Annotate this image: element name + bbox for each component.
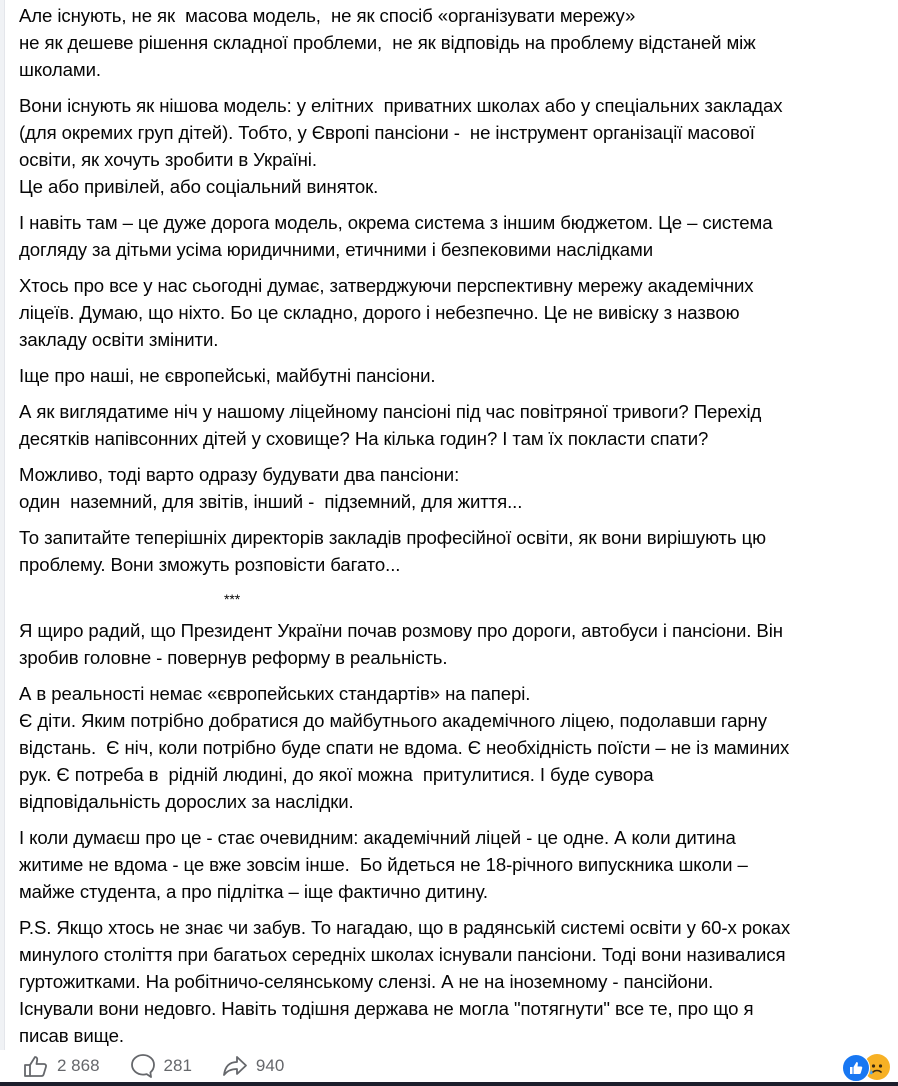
text-line: Існували вони недовго. Навіть тодішня держава не могла "потягнути" все те, про що я [19, 998, 754, 1019]
paragraph [19, 209, 889, 263]
text-line: А як виглядатиме ніч у нашому ліцейному пансіоні під час повітряної тривоги? Перехід [19, 401, 762, 422]
comment-bubble-icon [130, 1053, 156, 1079]
text-line: І коли думаєш про це - стає очевидним: академічний ліцей - це одне. А коли дитина [19, 827, 736, 848]
comment-button[interactable] [130, 1053, 192, 1079]
text-line: десятків напівсонних дітей у сховище? На кілька годин? І там їх покласти спати? [19, 428, 709, 449]
post-actions-bar [0, 1050, 898, 1082]
text-line: І навіть там – це дуже дорога модель, окрема система з іншим бюджетом. Це – система [19, 212, 773, 233]
text-line: зробив головне - повернув реформу в реальність. [19, 647, 448, 668]
text-line: Я щиро радий, що Президент України почав розмову про дороги, автобуси і пансіони. Він [19, 620, 783, 641]
text-line: майже студента, а про підлітка – іще фактично дитину. [19, 881, 488, 902]
like-count: 2 868 [57, 1056, 100, 1075]
paragraph [19, 617, 889, 671]
like-button[interactable] [23, 1054, 100, 1078]
text-line: Вони існують як нішова модель: у елітних приватних школах або у спеціальних закладах [19, 95, 783, 116]
text-line: минулого століття при багатьох середніх школах існували пансіони. Тоді вони називалися [19, 944, 786, 965]
paragraph [19, 914, 889, 1049]
text-line: Це або привілей, або соціальний виняток. [19, 176, 379, 197]
text-line: відповідальність дорослих за наслідки. [19, 791, 354, 812]
reactions-summary[interactable] [842, 1054, 890, 1082]
share-arrow-icon [222, 1054, 248, 1078]
text-line: рук. Є потреба в рідній людині, до якої можна притулитися. І буде сувора [19, 764, 654, 785]
text-line: (для окремих груп дітей). Тобто, у Європі пансіони - не інструмент організації масової [19, 122, 755, 143]
paragraph [19, 398, 889, 452]
text-line: догляду за дітьми усіма юридичними, етичними і безпековими наслідками [19, 239, 653, 260]
text-line: писав вище. [19, 1025, 124, 1046]
paragraph [19, 272, 889, 353]
text-line: гуртожитками. На робітничо-селянському слензі. А не на іноземному - пансійони. [19, 971, 714, 992]
text-line: відстань. Є ніч, коли потрібно буде спати не вдома. Є необхідність поїсти – не із маминих [19, 737, 790, 758]
text-line: закладу освіти змінити. [19, 329, 219, 350]
text-line: Можливо, тоді варто одразу будувати два пансіони: [19, 464, 460, 485]
paragraph [19, 362, 889, 389]
paragraph [19, 824, 889, 905]
post-body [19, 0, 889, 1058]
text-line: То запитайте теперішніх директорів закладів професійної освіти, як вони вирішують цю [19, 527, 767, 548]
paragraph [19, 2, 889, 83]
paragraph [19, 92, 889, 200]
text-line: Але існують, не як масова модель, не як спосіб «організувати мережу» [19, 5, 636, 26]
text-line: Є діти. Яким потрібно добратися до майбутнього академічного ліцею, подолавши гарну [19, 710, 767, 731]
left-border [0, 0, 5, 1086]
share-count: 940 [255, 1056, 285, 1075]
text-line: P.S. Якщо хтось не знає чи забув. То нагадаю, що в радянській системі освіти у 60-х роках [19, 917, 791, 938]
paragraph [19, 680, 889, 815]
text-line: освіти, як хочуть зробити в Україні. [19, 149, 317, 170]
text-line: проблему. Вони зможуть розповісти багато... [19, 554, 401, 575]
text-line: Хтось про все у нас сьогодні думає, затверджуючи перспективну мережу академічних [19, 275, 754, 296]
text-line: не як дешеве рішення складної проблеми, не як відповідь на проблему відстаней між [19, 32, 756, 53]
text-line: А в реальності немає «європейських стандартів» на папері. [19, 683, 531, 704]
share-button[interactable] [222, 1054, 284, 1078]
like-reaction-icon [842, 1054, 870, 1082]
window-bottom-edge [0, 1082, 898, 1086]
paragraph [19, 524, 889, 578]
text-line: ліцеїв. Думаю, що ніхто. Бо це складно, дорого і небезпечно. Це не вивіску з назвою [19, 302, 740, 323]
text-line: Іще про наші, не європейські, майбутні пансіони. [19, 365, 436, 386]
paragraph [19, 461, 889, 515]
comment-count: 281 [163, 1056, 192, 1075]
thumbs-up-icon [23, 1054, 49, 1078]
text-line: школами. [19, 59, 101, 80]
text-line: житиме не вдома - це вже зовсім інше. Бо йдеться не 18-річного випускника школи – [19, 854, 748, 875]
text-line: один наземний, для звітів, інший - підземний, для життя... [19, 491, 523, 512]
section-separator: *** [224, 591, 241, 607]
